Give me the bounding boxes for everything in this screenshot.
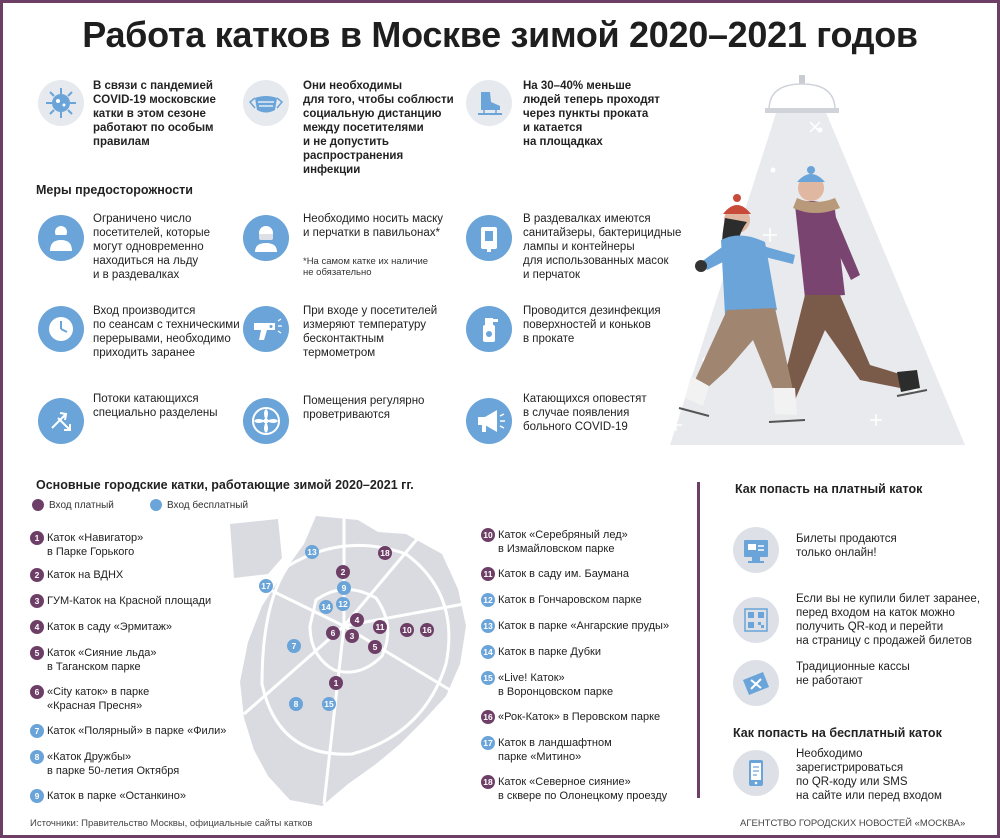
paid-text-3: Традиционные кассы не работают bbox=[796, 661, 910, 687]
arrows-icon bbox=[38, 398, 84, 444]
rink-item-4: Каток в саду «Эрмитаж» bbox=[47, 621, 173, 633]
agency-credit: АГЕНТСТВО ГОРОДСКИХ НОВОСТЕЙ «МОСКВА» bbox=[740, 818, 966, 829]
map-marker-13: 13 bbox=[305, 545, 319, 559]
rink-item-15: «Live! Каток» в Воронцовском парке bbox=[498, 672, 614, 698]
rink-item-2: Каток на ВДНХ bbox=[47, 569, 124, 581]
skate-icon bbox=[466, 80, 512, 126]
rink-number-18: 18 bbox=[481, 775, 495, 789]
rink-item-11: Каток в саду им. Баумана bbox=[498, 568, 629, 580]
rink-number-10: 10 bbox=[481, 528, 495, 542]
paid-text-1: Билеты продаются только онлайн! bbox=[796, 533, 897, 559]
measure-text-6: Проводится дезинфекция поверхностей и коньков в прокате bbox=[523, 305, 661, 345]
map-marker-12: 12 bbox=[336, 597, 350, 611]
map-marker-2: 2 bbox=[336, 565, 350, 579]
dispenser-icon bbox=[466, 215, 512, 261]
intro-text-2: Они необходимы для того, чтобы соблюсти социальную дистанцию между посетителями и не допустить распространения инфекции bbox=[303, 80, 454, 176]
rinks-title: Основные городские катки, работающие зимой 2020–2021 гг. bbox=[36, 478, 414, 492]
measure-text-8: Помещения регулярно проветриваются bbox=[303, 395, 425, 421]
crossed-ticket-icon bbox=[733, 660, 779, 706]
rink-number-6: 6 bbox=[30, 685, 44, 699]
rink-item-8: «Каток Дружбы» в парке 50-летия Октября bbox=[47, 751, 180, 777]
measure-text-1: Ограничено число посетителей, которые могут одновременно находиться на льду и в раздевалках bbox=[93, 213, 211, 281]
page-title: Работа катков в Москве зимой 2020–2021 годов bbox=[82, 14, 918, 55]
rink-number-3: 3 bbox=[30, 594, 44, 608]
measure-text-4: Вход производится по сеансам с техническими перерывами, необходимо приходить заранее bbox=[93, 305, 240, 359]
qr-code-icon bbox=[733, 597, 779, 643]
measure-note-2: *На самом катке их наличие не обязательно bbox=[303, 256, 429, 278]
virus-icon bbox=[38, 80, 84, 126]
paid-text-2: Если вы не купили билет заранее, перед входом на каток можно получить QR-код и перейти на страницу с продажей билетов bbox=[796, 593, 981, 647]
rink-number-14: 14 bbox=[481, 645, 495, 659]
intro-text-1: В связи с пандемией COVID-19 московские катки в этом сезоне работают по особым правилам bbox=[93, 80, 216, 148]
free-title: Как попасть на бесплатный каток bbox=[733, 726, 942, 740]
rink-item-9: Каток в парке «Останкино» bbox=[47, 790, 186, 802]
rink-number-15: 15 bbox=[481, 671, 495, 685]
rink-item-16: «Рок-Каток» в Перовском парке bbox=[498, 711, 661, 723]
rink-item-10: Каток «Серебряный лед» в Измайловском парке bbox=[498, 529, 628, 555]
map-marker-3: 3 bbox=[345, 629, 359, 643]
rink-item-7: Каток «Полярный» в парке «Фили» bbox=[47, 725, 227, 737]
free-text-1: Необходимо зарегистрироваться по QR-коду или SMS на сайте или перед входом bbox=[796, 748, 942, 802]
skaters-illustration bbox=[665, 70, 985, 460]
map-marker-10: 10 bbox=[400, 623, 414, 637]
rink-item-13: Каток в парке «Ангарские пруды» bbox=[498, 620, 670, 632]
legend-paid-dot bbox=[32, 499, 44, 511]
map-marker-5: 5 bbox=[368, 640, 382, 654]
rink-number-4: 4 bbox=[30, 620, 44, 634]
rink-number-7: 7 bbox=[30, 724, 44, 738]
map-marker-7: 7 bbox=[287, 639, 301, 653]
rink-number-16: 16 bbox=[481, 710, 495, 724]
phone-icon bbox=[733, 750, 779, 796]
clock-icon bbox=[38, 306, 84, 352]
rink-number-1: 1 bbox=[30, 531, 44, 545]
map-marker-1: 1 bbox=[329, 676, 343, 690]
megaphone-icon bbox=[466, 398, 512, 444]
rink-number-9: 9 bbox=[30, 789, 44, 803]
map-marker-8: 8 bbox=[289, 697, 303, 711]
legend-free: Вход бесплатный bbox=[150, 499, 248, 511]
measures-title: Меры предосторожности bbox=[36, 183, 193, 197]
rink-number-17: 17 bbox=[481, 736, 495, 750]
legend-paid: Вход платный bbox=[32, 499, 114, 511]
rink-item-3: ГУМ-Каток на Красной площади bbox=[47, 595, 212, 607]
rink-item-14: Каток в парке Дубки bbox=[498, 646, 601, 658]
measure-text-2: Необходимо носить маску и перчатки в павильонах* bbox=[303, 213, 444, 239]
moscow-map bbox=[228, 514, 478, 814]
rink-item-1: Каток «Навигатор» в Парке Горького bbox=[47, 532, 144, 558]
rink-item-12: Каток в Гончаровском парке bbox=[498, 594, 642, 606]
map-marker-15: 15 bbox=[322, 697, 336, 711]
map-marker-9: 9 bbox=[337, 581, 351, 595]
measure-text-3: В раздевалках имеются санитайзеры, бактерицидные лампы и контейнеры для использованных масок и перчаток bbox=[523, 213, 682, 281]
mask-gloves-icon bbox=[243, 215, 289, 261]
map-marker-14: 14 bbox=[319, 600, 333, 614]
sources: Источники: Правительство Москвы, официальные сайты катков bbox=[30, 818, 313, 829]
rink-item-5: Каток «Сияние льда» в Таганском парке bbox=[47, 647, 157, 673]
map-marker-6: 6 bbox=[326, 626, 340, 640]
map-marker-16: 16 bbox=[420, 623, 434, 637]
rink-number-5: 5 bbox=[30, 646, 44, 660]
monitor-ticket-icon bbox=[733, 527, 779, 573]
measure-text-7: Потоки катающихся специально разделены bbox=[93, 393, 218, 419]
spray-bottle-icon bbox=[466, 306, 512, 352]
person-icon bbox=[38, 215, 84, 261]
rink-number-12: 12 bbox=[481, 593, 495, 607]
map-marker-4: 4 bbox=[350, 613, 364, 627]
rink-item-18: Каток «Северное сияние» в сквере по Олонецкому проезду bbox=[498, 776, 668, 802]
thermometer-icon bbox=[243, 306, 289, 352]
map-marker-18: 18 bbox=[378, 546, 392, 560]
legend-free-dot bbox=[150, 499, 162, 511]
rink-item-17: Каток в ландшафтном парке «Митино» bbox=[498, 737, 612, 763]
rink-number-2: 2 bbox=[30, 568, 44, 582]
measure-text-9: Катающихся оповестят в случае появления больного COVID-19 bbox=[523, 393, 647, 433]
rink-item-6: «City каток» в парке «Красная Пресня» bbox=[47, 686, 150, 712]
measure-text-5: При входе у посетителей измеряют температуру бесконтактным термометром bbox=[303, 305, 438, 359]
divider-line bbox=[697, 482, 700, 798]
intro-text-3: На 30–40% меньше людей теперь проходят через пункты проката и катается на площадках bbox=[523, 80, 660, 148]
fan-icon bbox=[243, 398, 289, 444]
face-mask-icon bbox=[243, 80, 289, 126]
map-marker-11: 11 bbox=[373, 620, 387, 634]
paid-title: Как попасть на платный каток bbox=[735, 482, 923, 496]
map-marker-17: 17 bbox=[259, 579, 273, 593]
rink-number-8: 8 bbox=[30, 750, 44, 764]
rink-number-13: 13 bbox=[481, 619, 495, 633]
rink-number-11: 11 bbox=[481, 567, 495, 581]
